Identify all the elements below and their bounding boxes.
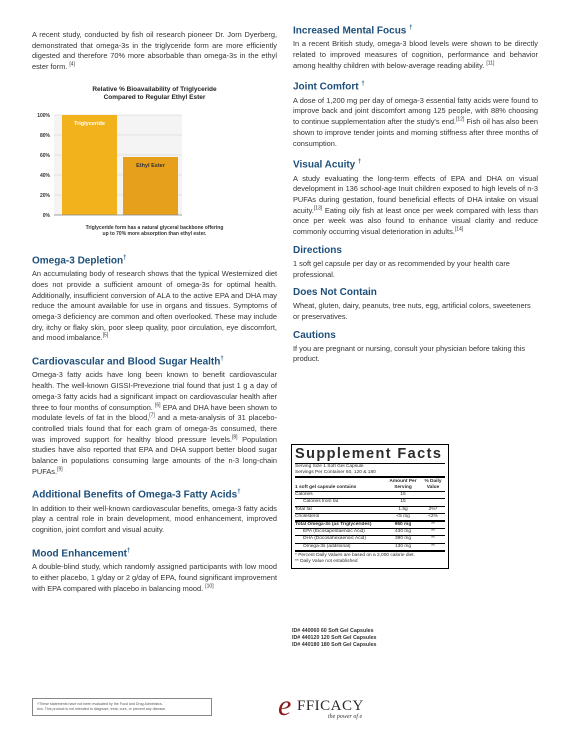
chart-caption-line-2: up to 70% more absorption than ethyl ester. bbox=[102, 231, 207, 238]
nutrient-daily-value: <2% bbox=[428, 513, 438, 519]
heading-mental-focus: Increased Mental Focus † bbox=[293, 25, 413, 37]
bar-category-label: Triglyceride bbox=[74, 120, 105, 127]
supplement-facts-row bbox=[295, 506, 445, 513]
chart-title bbox=[32, 86, 277, 103]
logo-e-mark: e bbox=[278, 689, 292, 722]
nutrient-name: Total Omega-3s (as Triglycerides) bbox=[295, 522, 372, 527]
nutrient-name: EPA (Eicosapentaenoic Acid) bbox=[303, 529, 365, 535]
heading-visual-acuity: Visual Acuity † bbox=[293, 159, 362, 171]
footer bbox=[28, 689, 542, 725]
nutrient-name: Total fat bbox=[295, 506, 312, 512]
nutrient-name: Calories bbox=[295, 492, 313, 498]
heading-cautions: Cautions bbox=[293, 329, 336, 341]
nutrient-amount: 390 mg bbox=[395, 536, 411, 542]
supplement-facts-panel bbox=[291, 444, 449, 569]
product-id: ID# 440180 180 Soft Gel Capsules bbox=[292, 642, 377, 648]
supplement-facts-row bbox=[295, 522, 445, 528]
chart-caption-line-1: Triglyceride form has a natural glyceral backbone offering bbox=[85, 224, 224, 231]
supplement-facts-row bbox=[295, 535, 445, 542]
daily-value-note: * Percent Daily Values are based on a 2,000 calorie diet. bbox=[295, 550, 445, 559]
nutrient-amount: 15 bbox=[400, 492, 406, 498]
visual-acuity-text: A study evaluating the long-term effects of EPA and DHA on visual development in 136 school-age Inuit children exposed to high levels of n-3 PUFAs during gestation, found beneficial effects of DHA intake on visual acuity.[13] Eating oily fish at least once per week compared with less than once per week was also found to enhance visual clarity and reduce commonly occurring visual deterioration in adults.[14] bbox=[293, 173, 538, 237]
joint-comfort-text: A dose of 1,200 mg per day of omega-3 essential fatty acids were found to improve back and joint discomfort among 125 people, with 88% choosing to continue supplementation after the study's end.[12] Fish oil has also been shown to improve tender joints and morning stiffness after three months of consumption. bbox=[293, 95, 538, 148]
fda-disclaimer-line-2: tion. This product is not intended to diagnose, treat, cure, or prevent any disease. bbox=[37, 707, 166, 711]
nutrient-daily-value: 2%* bbox=[428, 506, 438, 512]
nutrient-amount: 130 mg bbox=[395, 543, 411, 549]
mood-enhancement-text: A double-blind study, which randomly assigned participants with low mood to either placebo, 1 g/day or 2 g/day of EPA, found significant improvement with EPA compared with placebo in balancing mood. [10] bbox=[32, 562, 277, 593]
bioavailability-chart bbox=[32, 107, 277, 225]
y-tick-label: 20% bbox=[39, 192, 50, 199]
chart-title-line-1: Relative % Bioavailability of Triglyceride bbox=[92, 85, 217, 93]
heading-does-not-contain: Does Not Contain bbox=[293, 287, 377, 299]
chart-title-line-2: Compared to Regular Ethyl Ester bbox=[103, 94, 206, 102]
cautions-text: If you are pregnant or nursing, consult your physician before taking this product. bbox=[293, 343, 526, 364]
does-not-contain-text: Wheat, gluten, dairy, peanuts, tree nuts, egg, artificial colors, sweeteners or preservatives. bbox=[293, 301, 531, 321]
product-id-list bbox=[292, 628, 377, 649]
chart-caption bbox=[32, 225, 277, 238]
fda-disclaimer bbox=[32, 698, 212, 716]
mental-focus-text: In a recent British study, omega-3 blood levels were shown to be directly related to improved measures of cognition, performance and behavior among healthy children with below-average reading ability. [11] bbox=[293, 39, 538, 70]
y-tick-label: 40% bbox=[39, 172, 50, 179]
nutrient-amount: <5 mg bbox=[396, 513, 410, 519]
y-tick-label: 0% bbox=[42, 212, 50, 219]
heading-joint-comfort: Joint Comfort † bbox=[293, 81, 365, 93]
bar-category-label: Ethyl Ester bbox=[136, 162, 165, 169]
heading-cardiovascular: Cardiovascular and Blood Sugar Health† bbox=[32, 356, 224, 368]
nutrient-name: Calories from fat bbox=[303, 499, 339, 505]
logo-wordmark: FFICACY bbox=[297, 698, 364, 714]
nutrient-amount: 1.5g bbox=[398, 506, 408, 512]
heading-additional-benefits: Additional Benefits of Omega-3 Fatty Acids† bbox=[32, 489, 241, 501]
heading-mood-enhancement: Mood Enhancement† bbox=[32, 547, 131, 560]
nutrient-name: Omega-3s (additional) bbox=[303, 543, 351, 549]
y-tick-label: 60% bbox=[39, 152, 50, 159]
heading-directions: Directions bbox=[293, 244, 342, 256]
logo-tagline: the power of e bbox=[328, 714, 363, 720]
supplement-facts-row bbox=[295, 528, 445, 535]
product-id: ID# 440060 60 Soft Gel Capsules bbox=[292, 628, 374, 634]
bar-chart-svg bbox=[32, 107, 277, 225]
nutrient-daily-value: ** bbox=[431, 536, 435, 542]
nutrient-amount: 15 bbox=[400, 499, 406, 505]
heading-omega3-depletion: Omega-3 Depletion† bbox=[32, 254, 127, 267]
chart-bar bbox=[62, 115, 117, 215]
nutrient-daily-value: ** bbox=[431, 529, 435, 535]
nutrient-amount: 430 mg bbox=[395, 529, 411, 535]
supplement-facts-row bbox=[295, 513, 445, 520]
directions-text: 1 soft gel capsule per day or as recommended by your health care professional. bbox=[293, 258, 510, 279]
supplement-facts-row bbox=[295, 498, 445, 505]
y-tick-label: 100% bbox=[37, 112, 50, 119]
nutrient-daily-value: ** bbox=[431, 522, 435, 527]
nutrient-daily-value bbox=[421, 499, 445, 505]
nutrient-name: DHA (Docosahexaenoic Acid) bbox=[303, 536, 366, 542]
intro-paragraph: A recent study, conducted by fish oil research pioneer Dr. Jorn Dyerberg, demonstrated that omega-3s in the triglyceride form are more efficiently digested and therefore 70% more absorbable than omega-3s in the ethyl ester form. [4] bbox=[32, 30, 277, 72]
supplement-facts-header: 1 soft gel capsule contains Amount Per Serving % Daily Value bbox=[295, 476, 445, 492]
supplement-facts-title: Supplement Facts bbox=[295, 447, 445, 464]
supplement-facts-row bbox=[295, 492, 445, 498]
omega3-depletion-text: An accumulating body of research shows that the typical Westernized diet does not provide a sufficient amount of omega-3s for optimal health. Additionally, insufficient conversion of ALA to the active EPA and DHA may reduce the amount available for use in organs and tissues. Symptoms of omega-3 deficiency are common and often overlooked. These may include dry, itchy or flaky skin, poor sleep quality, poor circulation, eye discomfort, and mood imbalance.[5] bbox=[32, 269, 277, 343]
nutrient-daily-value bbox=[421, 492, 445, 498]
right-column bbox=[293, 22, 538, 365]
efficacy-logo bbox=[278, 689, 388, 725]
omega3-rows bbox=[295, 520, 445, 550]
nutrient-name: Cholesterol bbox=[295, 513, 320, 519]
left-column bbox=[32, 30, 277, 594]
cardiovascular-text: Omega-3 fatty acids have long been known to benefit cardiovascular health. The well-known GISSI-Prevezione trial found that just 1 g a day of omega-3 fatty acids had a significant impact on cardiovascular health after three to four months of consumption. [6] EPA and DHA have been shown to modulate levels of fat in the blood,[7] and a meta-analysis of 31 placebo-controlled trials found that for each gram of omega-3s consumed, there was improved support for healthy blood pressure levels.[8] Population studies have also reported that EPA and DHA support better blood sugar balance in populations consuming large amounts of the n-3 long-chain PUFAs.[9] bbox=[32, 370, 277, 476]
y-tick-label: 80% bbox=[39, 132, 50, 139]
product-id: ID# 440120 120 Soft Gel Capsules bbox=[292, 635, 377, 641]
daily-value-not-established-note: ** Daily Value not established bbox=[295, 558, 358, 564]
serving-size: Serving Size 1 Soft Gel Capsule bbox=[295, 464, 364, 469]
additional-benefits-text: In addition to their well-known cardiovascular benefits, omega-3 fatty acids play a central role in brain development, mood enhancement, improved cognition, joint comfort and visual acuity. bbox=[32, 503, 277, 535]
nutrient-amount: 950 mg bbox=[394, 522, 412, 527]
supplement-facts-row bbox=[295, 543, 445, 550]
fda-disclaimer-line-1: †These statements have not been evaluated by the Food and Drug Administra- bbox=[37, 702, 163, 706]
servings-per-container: Servings Per Container 60, 120 & 180 bbox=[295, 470, 376, 475]
nutrient-rows bbox=[295, 492, 445, 520]
nutrient-daily-value: ** bbox=[431, 543, 435, 549]
